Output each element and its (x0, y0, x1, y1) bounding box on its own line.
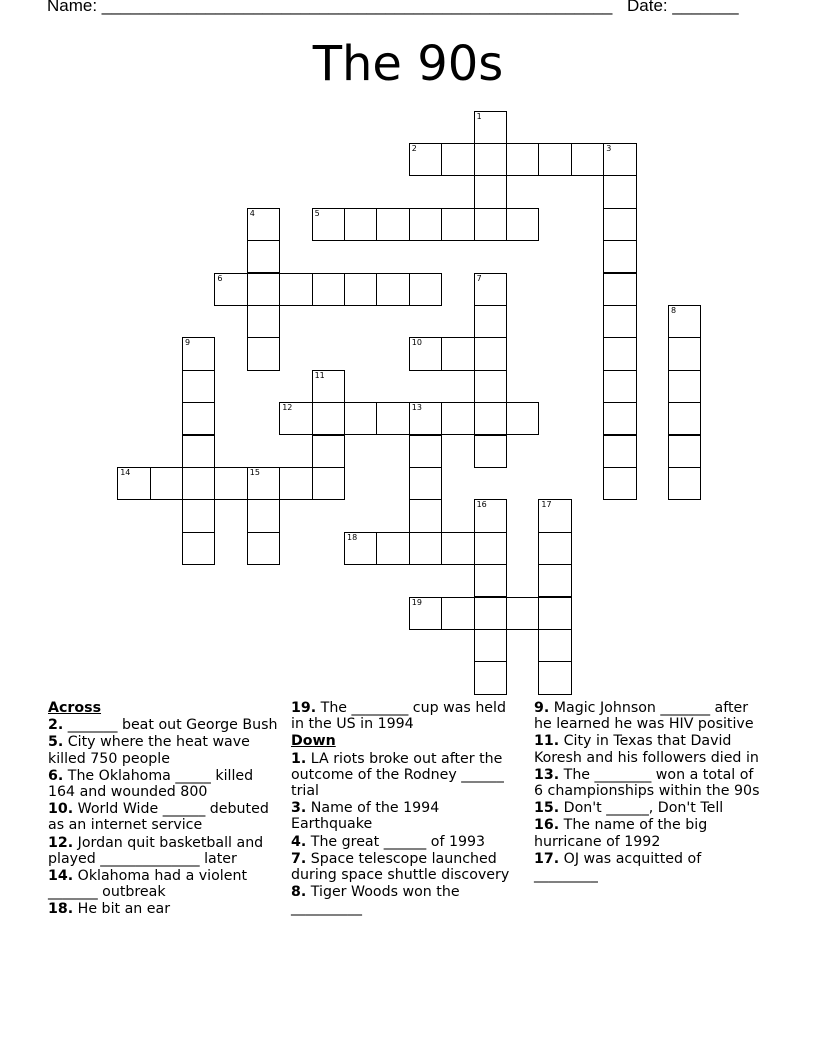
grid-cell[interactable] (538, 661, 571, 694)
page-title: The 90s (312, 36, 504, 92)
clue-text: Tiger Woods won the __________ (291, 884, 460, 917)
clue-text: Magic Johnson _______ after he learned he was HIV positive (534, 700, 754, 733)
clue-num: 4. (291, 833, 307, 850)
grid-cell[interactable] (441, 337, 474, 370)
clue-item (48, 801, 280, 833)
grid-cell[interactable] (538, 597, 571, 630)
grid-cell[interactable] (474, 111, 507, 144)
grid-cell[interactable] (474, 499, 507, 532)
grid-cell[interactable] (376, 402, 409, 435)
grid-cell[interactable] (409, 435, 442, 468)
clue-item (534, 817, 766, 849)
down-heading: Down (291, 733, 336, 750)
grid-cell[interactable] (474, 370, 507, 403)
grid-cell[interactable] (668, 305, 701, 338)
clue-item (291, 751, 523, 800)
clue-item (534, 733, 766, 765)
clue-item (48, 734, 280, 766)
clue-num: 5. (48, 734, 64, 751)
clue-text: City where the heat wave killed 750 people (48, 734, 250, 767)
down-clue-list-continued (534, 700, 766, 883)
grid-cell[interactable] (409, 402, 442, 435)
clue-num: 6. (48, 767, 64, 784)
grid-cell[interactable] (182, 532, 215, 565)
grid-cell[interactable] (603, 240, 636, 273)
grid-cell[interactable] (247, 532, 280, 565)
clue-number: 16 (476, 500, 487, 510)
grid-cell[interactable] (182, 435, 215, 468)
clue-item (48, 868, 280, 900)
clue-number: 2 (411, 143, 417, 153)
grid-cell[interactable] (344, 532, 377, 565)
clue-num: 17. (534, 850, 560, 867)
clue-number: 3 (606, 143, 612, 153)
clue-number: 1 (476, 111, 482, 121)
across-heading: Across (48, 700, 102, 716)
grid-cell[interactable] (409, 532, 442, 565)
grid-cell[interactable] (571, 143, 604, 176)
grid-cell[interactable] (279, 402, 312, 435)
clue-num: 9. (534, 700, 550, 716)
clue-num: 11. (534, 733, 560, 750)
clue-item (291, 884, 523, 916)
grid-cell[interactable] (409, 597, 442, 630)
grid-cell[interactable] (376, 208, 409, 241)
grid-cell[interactable] (506, 402, 539, 435)
grid-cell[interactable] (474, 143, 507, 176)
clue-item (534, 800, 766, 816)
grid-cell[interactable] (214, 273, 247, 306)
grid-cell[interactable] (603, 435, 636, 468)
grid-cell[interactable] (474, 629, 507, 662)
grid-cell[interactable] (603, 337, 636, 370)
grid-cell[interactable] (409, 273, 442, 306)
clue-num: 14. (48, 868, 74, 885)
grid-cell[interactable] (312, 370, 345, 403)
grid-cell[interactable] (474, 564, 507, 597)
clue-text: City in Texas that David Koresh and his followers died in (534, 733, 759, 766)
grid-cell[interactable] (603, 175, 636, 208)
grid-cell[interactable] (441, 208, 474, 241)
clue-number: 14 (120, 467, 131, 477)
clue-text: Jordan quit basketball and played ______________ later (48, 834, 264, 867)
clue-num: 3. (291, 800, 307, 817)
clue-num: 8. (291, 884, 307, 901)
clue-num: 15. (534, 800, 560, 817)
grid-cell[interactable] (247, 499, 280, 532)
clue-item (291, 800, 523, 832)
date-field-label[interactable]: Date: _______ (627, 0, 739, 15)
clue-number: 11 (314, 370, 325, 380)
grid-cell[interactable] (409, 208, 442, 241)
grid-cell[interactable] (603, 273, 636, 306)
clue-text: The great ______ of 1993 (306, 833, 486, 850)
grid-cell[interactable] (409, 467, 442, 500)
grid-cell[interactable] (312, 208, 345, 241)
grid-cell[interactable] (538, 499, 571, 532)
clues-column-2 (291, 700, 523, 918)
clue-number: 5 (314, 208, 320, 218)
clue-num: 10. (48, 801, 74, 818)
clue-item (291, 851, 523, 883)
clue-text: Name of the 1994 Earthquake (291, 800, 440, 833)
grid-cell[interactable] (668, 435, 701, 468)
grid-cell[interactable] (247, 208, 280, 241)
grid-cell[interactable] (312, 435, 345, 468)
grid-cell[interactable] (409, 337, 442, 370)
grid-cell[interactable] (474, 208, 507, 241)
clue-num: 2. (48, 717, 64, 734)
grid-cell[interactable] (247, 305, 280, 338)
grid-cell[interactable] (603, 467, 636, 500)
clues-column-1 (48, 700, 280, 919)
clue-number: 19 (411, 597, 422, 607)
clue-number: 13 (411, 403, 422, 413)
clue-num: 7. (291, 850, 307, 867)
grid-cell[interactable] (247, 337, 280, 370)
clue-number: 10 (411, 338, 422, 348)
clue-number: 7 (476, 273, 482, 283)
grid-cell[interactable] (538, 629, 571, 662)
clue-text: He bit an ear (73, 901, 171, 918)
across-clue-list (48, 717, 280, 917)
clue-item (48, 901, 280, 917)
clue-number: 8 (671, 305, 677, 315)
across-clue-list-continued (291, 700, 523, 732)
grid-cell[interactable] (182, 402, 215, 435)
grid-cell[interactable] (117, 467, 150, 500)
clue-item (48, 717, 280, 733)
grid-cell[interactable] (506, 597, 539, 630)
grid-cell[interactable] (474, 661, 507, 694)
grid-cell[interactable] (409, 499, 442, 532)
grid-cell[interactable] (603, 402, 636, 435)
clues-column-3 (534, 700, 766, 884)
grid-cell[interactable] (344, 273, 377, 306)
clue-number: 15 (249, 467, 260, 477)
grid-cell[interactable] (247, 467, 280, 500)
clue-text: Oklahoma had a violent _______ outbreak (48, 868, 248, 901)
grid-cell[interactable] (603, 305, 636, 338)
grid-cell[interactable] (441, 402, 474, 435)
grid-cell[interactable] (474, 337, 507, 370)
grid-cell[interactable] (312, 273, 345, 306)
clue-text: World Wide ______ debuted as an internet service (48, 801, 269, 834)
grid-cell[interactable] (506, 143, 539, 176)
clue-text: OJ was acquitted of _________ (534, 850, 702, 884)
clue-number: 6 (217, 273, 223, 283)
clue-item (48, 835, 280, 867)
clue-text: The name of the big hurricane of 1992 (534, 817, 708, 850)
clue-item (534, 700, 766, 732)
clue-number: 12 (282, 403, 293, 413)
down-clue-list (291, 751, 523, 917)
grid-cell[interactable] (441, 532, 474, 565)
grid-cell[interactable] (474, 305, 507, 338)
clue-text: The ________ cup was held in the US in 1994 (291, 700, 506, 733)
grid-cell[interactable] (538, 532, 571, 565)
grid-cell[interactable] (603, 370, 636, 403)
grid-cell[interactable] (474, 175, 507, 208)
clue-num: 18. (48, 901, 74, 918)
grid-cell[interactable] (182, 370, 215, 403)
grid-cell[interactable] (247, 240, 280, 273)
clue-number: 9 (185, 338, 191, 348)
clue-text: _______ beat out George Bush (63, 717, 278, 734)
clue-text: Space telescope launched during space shuttle discovery (291, 850, 510, 884)
grid-cell[interactable] (182, 499, 215, 532)
clue-item (534, 767, 766, 799)
grid-cell[interactable] (474, 597, 507, 630)
grid-cell[interactable] (279, 273, 312, 306)
grid-cell[interactable] (376, 532, 409, 565)
grid-cell[interactable] (668, 402, 701, 435)
grid-cell[interactable] (474, 435, 507, 468)
clue-text: LA riots broke out after the outcome of the Rodney ______ trial (291, 750, 504, 800)
grid-cell[interactable] (668, 337, 701, 370)
clue-num: 12. (48, 834, 74, 851)
clue-num: 13. (534, 766, 560, 783)
clue-text: Don't ______, Don't Tell (559, 800, 724, 817)
clue-item (534, 851, 766, 883)
grid-cell[interactable] (247, 273, 280, 306)
grid-cell[interactable] (474, 532, 507, 565)
clue-text: The ________ won a total of 6 championships within the 90s (534, 766, 760, 800)
grid-cell[interactable] (603, 208, 636, 241)
clue-item (291, 700, 523, 732)
grid-cell[interactable] (603, 143, 636, 176)
clue-item (48, 768, 280, 800)
clue-number: 17 (541, 500, 552, 510)
clue-num: 16. (534, 817, 560, 834)
grid-cell[interactable] (538, 143, 571, 176)
clue-number: 4 (249, 208, 255, 218)
grid-cell[interactable] (312, 402, 345, 435)
grid-cell[interactable] (441, 143, 474, 176)
grid-cell[interactable] (409, 143, 442, 176)
grid-cell[interactable] (506, 208, 539, 241)
name-field-label[interactable]: Name: ______________________________________________________ (47, 0, 613, 15)
grid-cell[interactable] (344, 208, 377, 241)
grid-cell[interactable] (668, 370, 701, 403)
grid-cell[interactable] (376, 273, 409, 306)
grid-cell[interactable] (474, 273, 507, 306)
grid-cell[interactable] (474, 402, 507, 435)
grid-cell[interactable] (182, 467, 215, 500)
grid-cell[interactable] (279, 467, 312, 500)
clue-num: 1. (291, 750, 307, 767)
clue-num: 19. (291, 700, 317, 716)
grid-cell[interactable] (344, 402, 377, 435)
grid-cell[interactable] (668, 467, 701, 500)
clue-number: 18 (347, 532, 358, 542)
grid-cell[interactable] (182, 337, 215, 370)
grid-cell[interactable] (441, 597, 474, 630)
clue-item (291, 834, 523, 850)
grid-cell[interactable] (312, 467, 345, 500)
grid-cell[interactable] (150, 467, 183, 500)
clue-text: The Oklahoma _____ killed 164 and wounded 800 (48, 767, 254, 801)
grid-cell[interactable] (214, 467, 247, 500)
grid-cell[interactable] (538, 564, 571, 597)
